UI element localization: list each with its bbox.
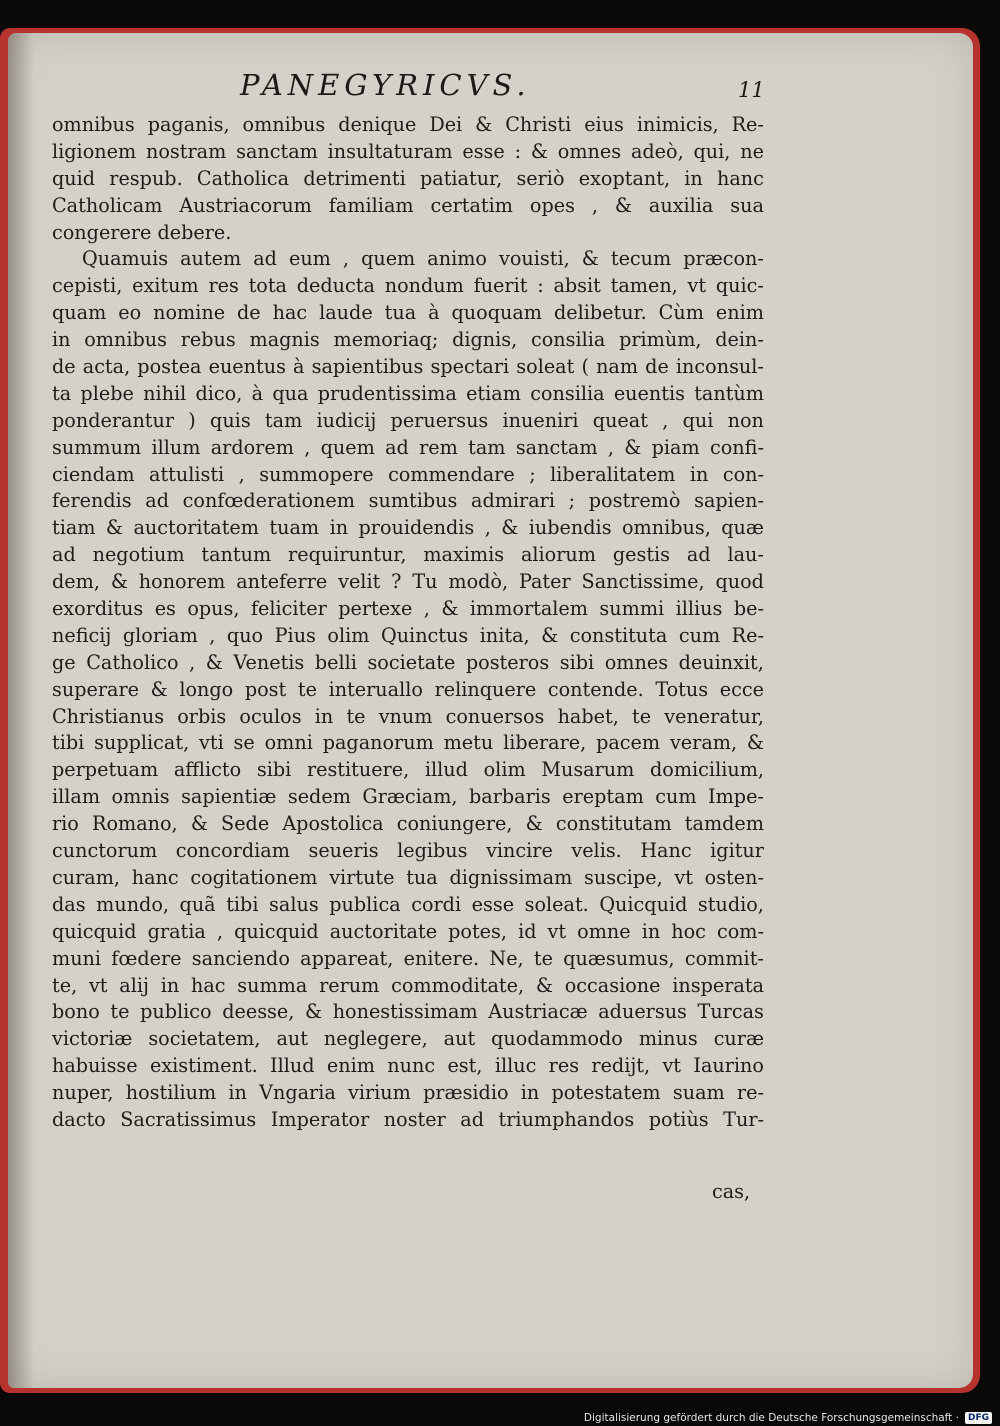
text-line: tiam & auctoritatem tuam in prouidendis , & iubendis omnibus, quæ (52, 516, 764, 540)
text-line: ad negotium tantum requiruntur, maximis aliorum gestis ad lau- (52, 543, 764, 567)
text-line: in omnibus rebus magnis memoriaq; dignis, consilia primùm, dein- (52, 328, 764, 352)
funding-credit: Digitalisierung gefördert durch die Deutsche Forschungsgemeinschaft · (583, 1412, 959, 1424)
text-line: cepisti, exitum res tota deducta nondum fuerit : absit tamen, vt quic- (52, 274, 764, 298)
text-line: Quamuis autem ad eum , quem animo vouisti, & tecum præcon- (82, 247, 764, 271)
folio-number: 11 (738, 78, 765, 102)
text-line: exorditus es opus, feliciter pertexe , & immortalem summi illius be- (52, 597, 764, 621)
text-line: bono te publico deesse, & honestissimam Austriacæ aduersus Turcas (52, 1000, 764, 1024)
text-line: dem, & honorem anteferre velit ? Tu modò, Pater Sanctissime, quod (52, 570, 764, 594)
text-line: neficij gloriam , quo Pius olim Quinctus inita, & constituta cum Re- (52, 623, 764, 647)
text-line: victoriæ societatem, aut neglegere, aut quodammodo minus curæ (52, 1027, 764, 1051)
text-line: superare & longo post te interuallo relinquere contende. Totus ecce (52, 677, 764, 701)
text-line: quam eo nomine de hac laude tua à quoquam delibetur. Cùm enim (52, 301, 764, 325)
text-line: ta plebe nihil dico, à qua prudentissima etiam consilia euentis tantùm (52, 381, 764, 405)
catchword: cas, (712, 1180, 751, 1203)
digitization-footer (584, 1412, 992, 1424)
text-line: curam, hanc cogitationem virtute tua dignissimam suscipe, vt osten- (52, 865, 764, 889)
text-line: ge Catholico , & Venetis belli societate posteros sibi omnes deuinxit, (52, 650, 764, 674)
text-line: muni fœdere sanciendo appareat, enitere. Ne, te quæsumus, commit- (52, 946, 764, 970)
text-line: te, vt alij in hac summa rerum commoditate, & occasione insperata (52, 973, 764, 997)
text-line: dacto Sacratissimus Imperator noster ad triumphandos potiùs Tur- (52, 1107, 764, 1131)
text-line: quicquid gratia , quicquid auctoritate potes, id vt omne in hoc com- (52, 919, 764, 943)
text-line: das mundo, quã tibi salus publica cordi esse soleat. Quicquid studio, (52, 892, 764, 916)
text-line: ponderantur ) quis tam iudicij peruersus inueniri queat , qui non (52, 408, 764, 432)
page-text (52, 112, 764, 1134)
spine-shadow (8, 33, 34, 1388)
text-line: rio Romano, & Sede Apostolica coniungere, & constitutam tamdem (52, 812, 764, 836)
text-line: ligionem nostram sanctam insultaturam esse : & omnes adeò, qui, ne (52, 139, 764, 163)
text-line: ciendam attulisti , summopere commendare ; liberalitatem in con- (52, 462, 764, 486)
text-line: quid respub. Catholica detrimenti patiatur, seriò exoptant, in hanc (52, 166, 764, 190)
text-line: habuisse existiment. Illud enim nunc est, illuc res redijt, vt Iaurino (52, 1054, 764, 1078)
text-line: Christianus orbis oculos in te vnum conuersos habet, te veneratur, (52, 704, 764, 728)
text-line: summum illum ardorem , quem ad rem tam sanctam , & piam confi- (52, 435, 764, 459)
text-line: tibi supplicat, vti se omni paganorum metu liberare, pacem veram, & (52, 731, 764, 755)
dfg-logo-icon: DFG (965, 1412, 992, 1424)
running-head: PANEGYRICVS. (240, 68, 531, 102)
text-line: Catholicam Austriacorum familiam certatim opes , & auxilia sua (52, 193, 764, 217)
text-line: perpetuam afflicto sibi restituere, illud olim Musarum domicilium, (52, 758, 764, 782)
text-line: omnibus paganis, omnibus denique Dei & Christi eius inimicis, Re- (52, 113, 764, 136)
text-line: de acta, postea euentus à sapientibus spectari soleat ( nam de inconsul- (52, 355, 764, 379)
text-line: nuper, hostilium in Vngaria virium præsidio in potestatem suam re- (52, 1081, 764, 1105)
text-line: ferendis ad confœderationem sumtibus admirari ; postremò sapien- (52, 489, 764, 513)
text-line: cunctorum concordiam seueris legibus vincire velis. Hanc igitur (52, 839, 764, 863)
text-line: illam omnis sapientiæ sedem Græciam, barbaris ereptam cum Impe- (52, 785, 764, 809)
text-line: congerere debere. (52, 220, 232, 244)
